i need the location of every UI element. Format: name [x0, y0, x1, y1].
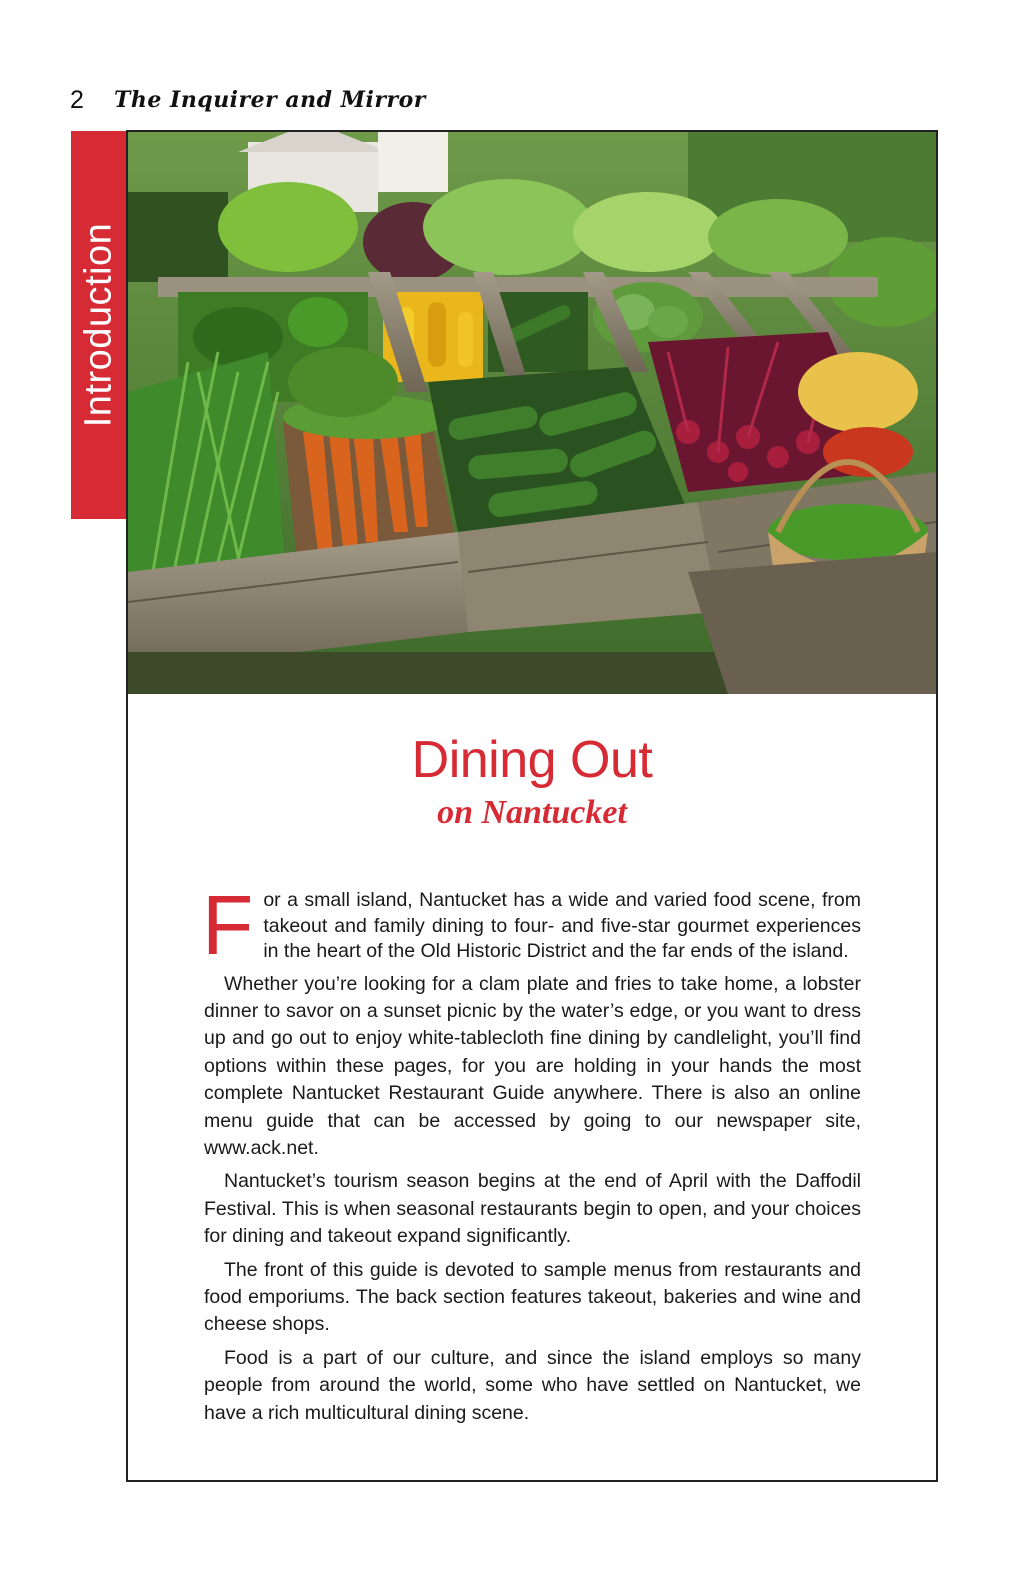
paragraph-5: Food is a part of our culture, and since the island employs so many people from around the world, some who have settled on Nantucket, we have a rich multicultural dining scene. [204, 1346, 861, 1424]
section-tab-label: Introduction [77, 222, 120, 428]
paragraph-4: The front of this guide is devoted to sample menus from restaurants and food emporiums. The back section features takeout, bakeries and wine and cheese shops. [204, 1258, 861, 1336]
article-body [202, 878, 861, 1433]
produce-photo [128, 132, 936, 694]
section-tab [71, 131, 127, 519]
drop-cap: F [202, 878, 254, 972]
paragraph-1 [202, 878, 861, 972]
article-subtitle: on Nantucket [437, 794, 627, 831]
publication-masthead: The Inquirer and Mirror [114, 87, 426, 113]
paragraph-3: Nantucket’s tourism season begins at the end of April with the Daffodil Festival. This is when seasonal restaurants begin to open, and your choices for dining and takeout expand significantly. [204, 1170, 861, 1248]
page-number: 2 [70, 86, 84, 114]
article-frame [126, 130, 938, 1482]
article-title: Dining Out [411, 731, 653, 789]
paragraph-2: Whether you’re looking for a clam plate and fries to take home, a lobster dinner to savor on a sunset picnic by the water’s edge, or you want to dress up and go out to enjoy white-tablecloth fine dining by candlelight, you’ll find options within these pages, for you are holding in your hands the most complete Nantucket Restaurant Guide anywhere. There is also an online menu guide that can be accessed by going to our newspaper site, www.ack.net. [204, 972, 861, 1159]
paragraph-1-text: or a small island, Nantucket has a wide and varied food scene, from takeout and family dining to four- and five-star gourmet experiences in the heart of the Old Historic District and the far ends of the island. [263, 889, 861, 962]
produce-illustration [128, 132, 936, 694]
